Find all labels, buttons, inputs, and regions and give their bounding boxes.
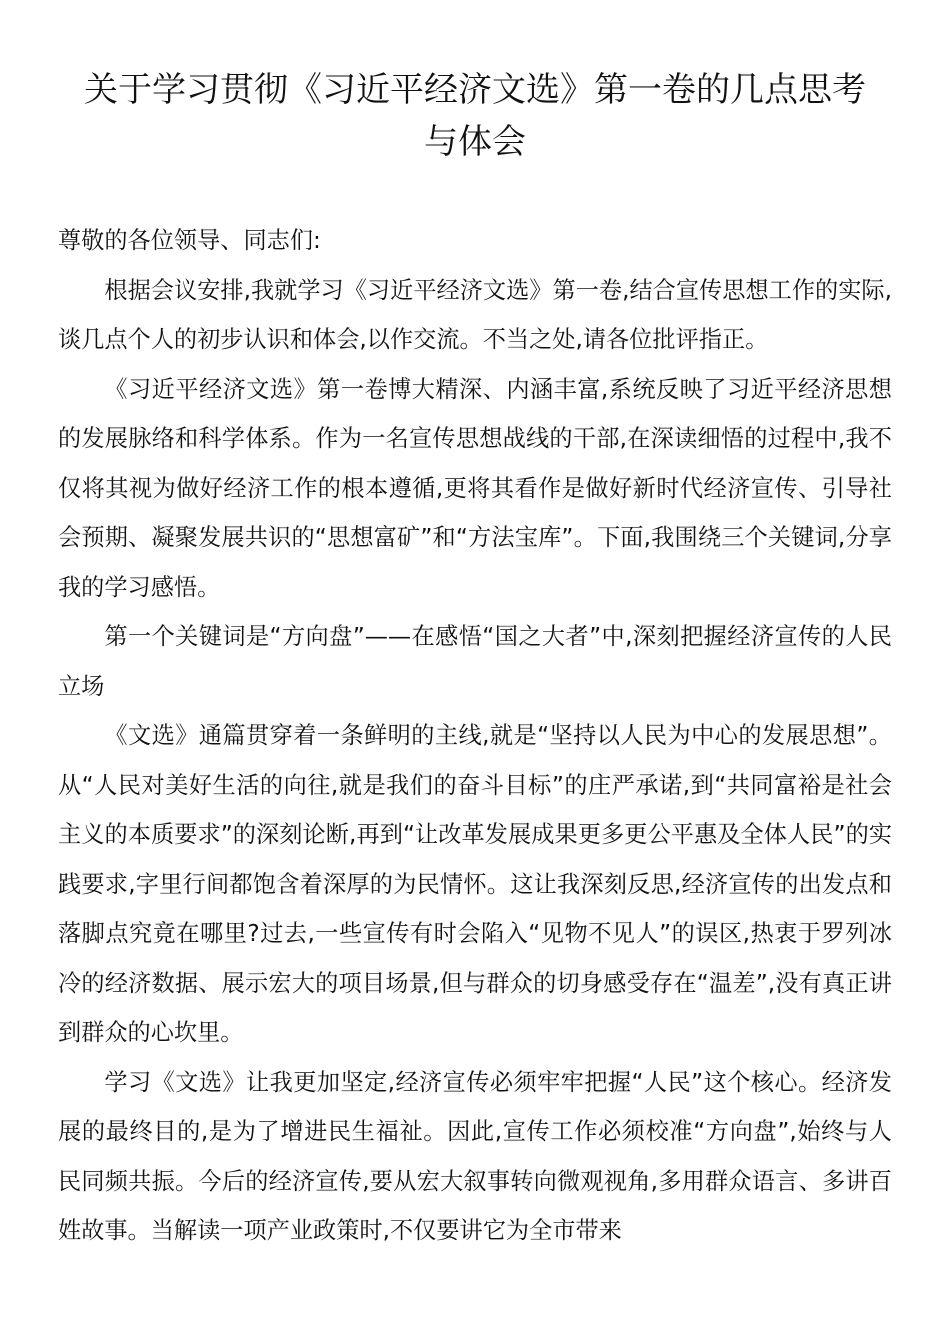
document-page	[58, 64, 892, 1256]
document-title	[58, 64, 892, 168]
title-line-2: 与体会	[424, 122, 526, 162]
paragraph-steering-wheel: 学习《文选》让我更加坚定,经济宣传必须牢牢把握“人民”这个核心。经济发展的最终目的,是为了增进民生福祉。因此,宣传工作必须校准“方向盘”,始终与人民同频共振。今后的经济宣传,要从宏大叙事转向微观视角,多用群众语言、多讲百姓故事。当解读一项产业政策时,不仅要讲它为全市带来	[58, 1068, 892, 1244]
paragraph-people-centered: 《文选》通篇贯穿着一条鲜明的主线,就是“坚持以人民为中心的发展思想”。从“人民对美好生活的向往,就是我们的奋斗目标”的庄严承诺,到“共同富裕是社会主义的本质要求”的深刻论断,再到“让改革发展成果更多更公平惠及全体人民”的实践要求,字里行间都饱含着深厚的为民情怀。这让我深刻反思,经济宣传的出发点和落脚点究竟在哪里?过去,一些宣传有时会陷入“见物不见人”的误区,热衷于罗列冰冷的经济数据、展示宏大的项目场景,但与群众的切身感受存在“温差”,没有真正讲到群众的心坎里。	[58, 722, 892, 1046]
document-body	[58, 216, 892, 1256]
salutation: 尊敬的各位领导、同志们:	[58, 227, 321, 254]
paragraph-intro: 根据会议安排,我就学习《习近平经济文选》第一卷,结合宣传思想工作的实际,谈几点个人的初步认识和体会,以作交流。不当之处,请各位批评指正。	[58, 276, 892, 353]
section-heading-1: 第一个关键词是“方向盘”——在感悟“国之大者”中,深刻把握经济宣传的人民立场	[58, 623, 892, 700]
title-line-1: 关于学习贯彻《习近平经济文选》第一卷的几点思考	[84, 70, 866, 110]
paragraph-overview: 《习近平经济文选》第一卷博大精深、内涵丰富,系统反映了习近平经济思想的发展脉络和科学体系。作为一名宣传思想战线的干部,在深读细悟的过程中,我不仅将其视为做好经济工作的根本遵循,更将其看作是做好新时代经济宣传、引导社会预期、凝聚发展共识的“思想富矿”和“方法宝库”。下面,我围绕三个关键词,分享我的学习感悟。	[58, 375, 892, 601]
